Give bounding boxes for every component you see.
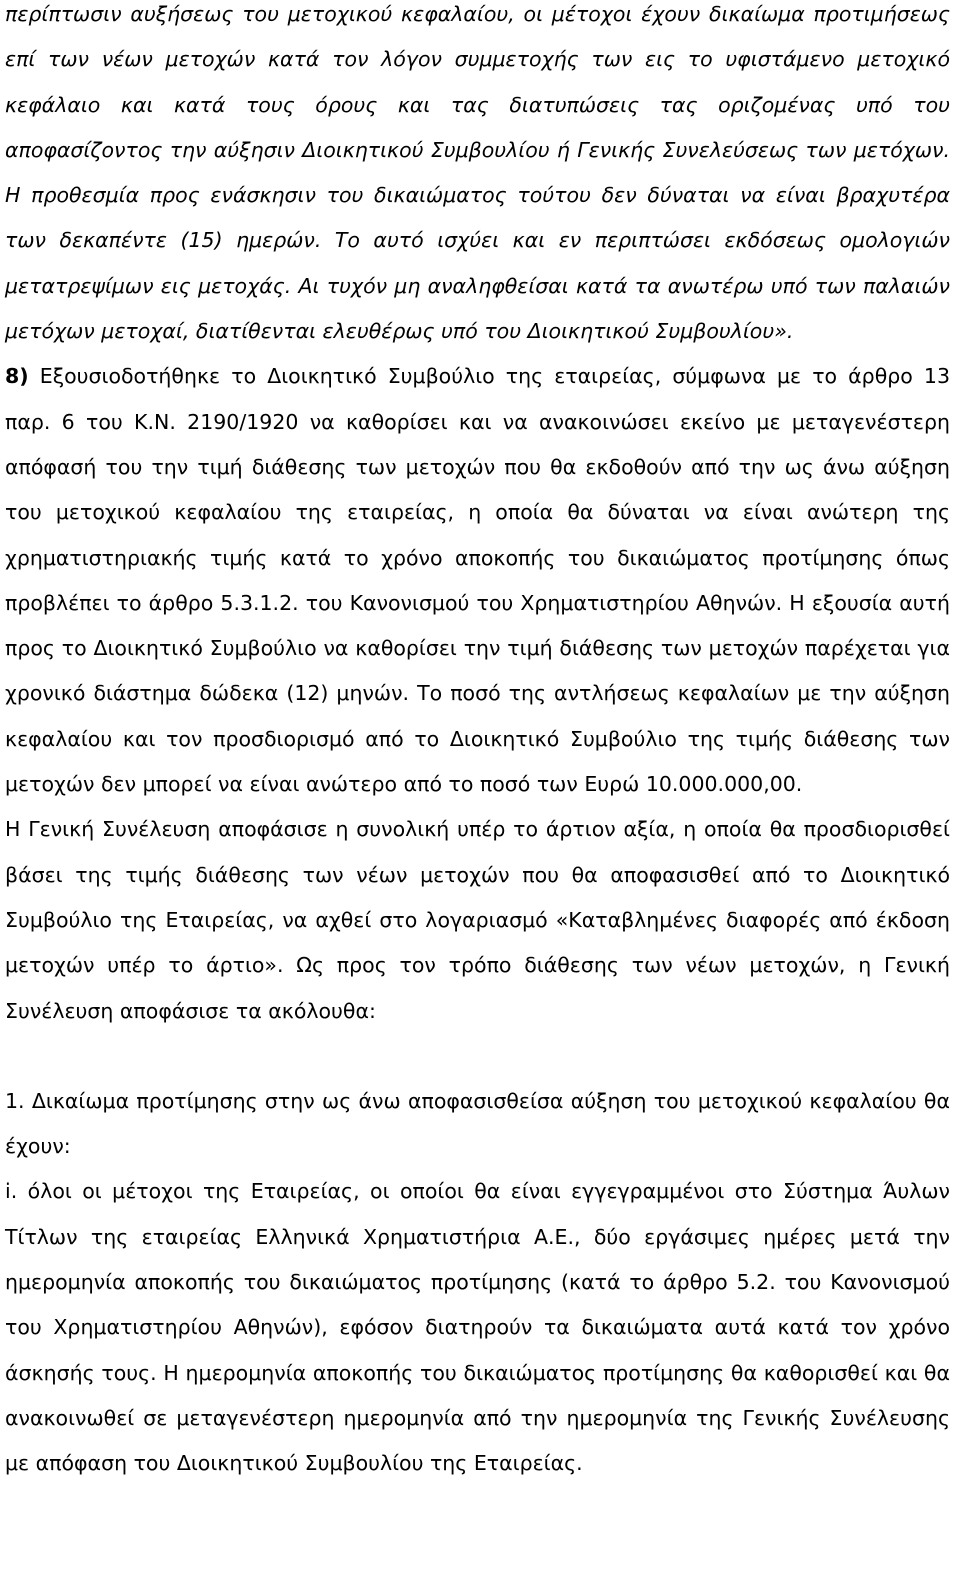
point-1-paragraph: 1. Δικαίωμα προτίμησης στην ως άνω αποφασισθείσα αύξηση του μετοχικού κεφαλαίου θα έχουν:	[5, 1088, 950, 1159]
resolution-paragraph: Η Γενική Συνέλευση αποφάσισε η συνολική υπέρ το άρτιον αξία, η οποία θα προσδιορισθεί βάσει της τιμής διάθεσης των νέων μετοχών που θα αποφασισθεί από το Διοικητικό Συμβούλιο της Εταιρείας, να αχθεί στο λογαριασμό «Καταβλημένες διαφορές από έκδοση μετοχών υπέρ το άρτιο». Ως προς τον τρόπο διάθεσης των νέων μετοχών, η Γενική Συνέλευση αποφάσισε τα ακόλουθα:	[5, 817, 950, 1023]
item-8-text: Εξουσιοδοτήθηκε το Διοικητικό Συμβούλιο της εταιρείας, σύμφωνα με το άρθρο 13 παρ. 6 του Κ.Ν. 2190/1920 να καθορίσει και να ανακοινώσει εκείνο με μεταγενέστερη απόφασή του την τιμή διάθεσης των μετοχών που θα εκδοθούν από την ως άνω αύξηση του μετοχικού κεφαλαίου της εταιρείας, η οποία θα δύναται να είναι ανώτερη της χρηματιστηριακής τιμής κατά το χρόνο αποκοπής του δικαιώματος προτίμησης όπως προβλέπει το άρθρο 5.3.1.2. του Κανονισμού του Χρηματιστηρίου Αθηνών. Η εξουσία αυτή προς το Διοικητικό Συμβούλιο να καθορίσει την τιμή διάθεσης των μετοχών παρέχεται για χρονικό διάστημα δώδεκα (12) μηνών. Το ποσό της αντλήσεως κεφαλαίων με την αύξηση κεφαλαίου και τον προσδιορισμό από το Διοικητικό Συμβούλιο της τιμής διάθεσης των μετοχών δεν μπορεί να είναι ανώτερο από το ποσό των Ευρώ 10.000.000,00.	[5, 364, 950, 797]
blank-line	[5, 1034, 950, 1079]
point-1-i-paragraph: i. όλοι οι μέτοχοι της Εταιρείας, οι οποίοι θα είναι εγγεγραμμένοι στο Σύστημα Άυλων Τίτλων της εταιρείας Ελληνικά Χρηματιστήρια Α.Ε., δύο εργάσιμες ημέρες μετά την ημερομηνία αποκοπής του δικαιώματος προτίμησης (κατά το άρθρο 5.2. του Κανονισμού του Χρηματιστηρίου Αθηνών), εφόσον διατηρούν τα δικαιώματα αυτά κατά τον χρόνο άσκησής τους. Η ημερομηνία αποκοπής του δικαιώματος προτίμησης θα καθορισθεί και θα ανακοινωθεί σε μεταγενέστερη ημερομηνία από την ημερομηνία της Γενικής Συνέλευσης με απόφαση του Διοικητικού Συμβουλίου της Εταιρείας.	[5, 1179, 950, 1476]
quoted-article-paragraph: περίπτωσιν αυξήσεως του μετοχικού κεφαλαίου, οι μέτοχοι έχουν δικαίωμα προτιμήσεως επί των νέων μετοχών κατά τον λόγον συμμετοχής των εις το υφιστάμενο μετοχικό κεφάλαιο και κατά τους όρους και τας διατυπώσεις τας οριζομένας υπό του αποφασίζοντος την αύξησιν Διοικητικού Συμβουλίου ή Γενικής Συνελεύσεως των μετόχων. Η προθεσμία προς ενάσκησιν του δικαιώματος τούτου δεν δύναται να είναι βραχυτέρα των δεκαπέντε (15) ημερών. Το αυτό ισχύει και εν περιπτώσει εκδόσεως ομολογιών μετατρεψίμων εις μετοχάς. Αι τυχόν μη αναληφθείσαι κατά τα ανωτέρω υπό των παλαιών μετόχων μετοχαί, διατίθενται ελευθέρως υπό του Διοικητικού Συμβουλίου».	[5, 2, 950, 344]
item-8-number: 8)	[5, 364, 29, 389]
item-8-paragraph	[5, 354, 950, 807]
